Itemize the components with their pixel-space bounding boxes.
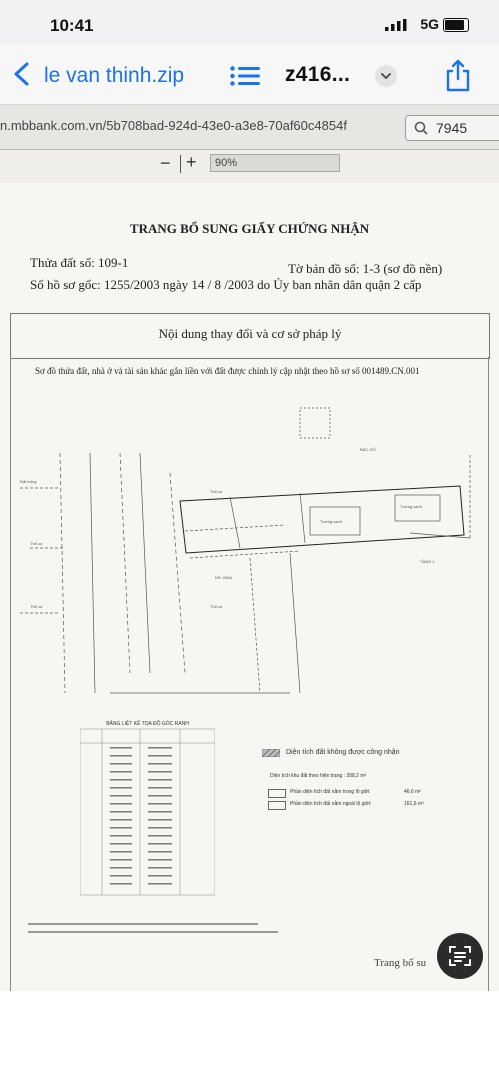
- chevron-left-icon[interactable]: [12, 62, 34, 86]
- svg-text:BẮC GỖ: BẮC GỖ: [360, 447, 376, 452]
- minus-icon: −: [160, 153, 171, 173]
- document-title: z416...: [285, 63, 351, 86]
- search-box: [405, 115, 499, 141]
- footnote-line: [28, 923, 258, 925]
- url-text: n.mbbank.com.vn/5b708bad-924d-43e0-a3e8-70af60c4854f: [0, 118, 347, 133]
- list-icon[interactable]: [230, 66, 260, 86]
- change-section: [10, 313, 490, 359]
- coordinate-table: [80, 721, 215, 901]
- hatched-swatch: [262, 749, 280, 757]
- svg-text:TẦNG 1: TẦNG 1: [420, 559, 435, 564]
- search-value: 7945: [436, 120, 468, 136]
- page-footer: Trang bổ su: [374, 957, 427, 969]
- footnote-line: [28, 931, 278, 933]
- zoom-value: 90%: [210, 154, 340, 172]
- site-plan-diagram: [0, 373, 499, 703]
- zoom-bar: [150, 153, 340, 175]
- title-menu-button[interactable]: [375, 65, 397, 87]
- back-button[interactable]: le van thinh.zip: [44, 64, 185, 87]
- diagram-caption: Sơ đồ thửa đất, nhà ở và tài sản khác gắn liền với đất được chỉnh lý cập nhật theo hồ sơ số 001489.CN.001: [35, 366, 420, 376]
- signal-icon: [385, 19, 407, 31]
- original-file-number: Số hồ sơ gốc: 1255/2003 ngày 14 / 8 /2003 do Ủy ban nhân dân quận 2 cấp: [30, 277, 422, 292]
- search-icon: [414, 121, 428, 135]
- outside-swatch: [268, 801, 286, 810]
- coordinate-table-grid: [80, 727, 215, 897]
- nav-bar: [0, 44, 499, 105]
- status-bar: [0, 0, 499, 44]
- change-section-title: Nội dung thay đổi và cơ sở pháp lý: [158, 326, 342, 341]
- certificate-title: TRANG BỔ SUNG GIẤY CHỨNG NHẬN: [129, 221, 370, 236]
- svg-text:Tường cạnh: Tường cạnh: [400, 504, 422, 509]
- legend-outside-value: 161,6 m²: [404, 801, 424, 807]
- inside-swatch: [268, 789, 286, 798]
- legend-inside: Phần diện tích đất nằm trong lộ giới:: [290, 789, 371, 795]
- live-text-button[interactable]: [437, 933, 483, 979]
- share-icon[interactable]: [444, 58, 472, 92]
- browser-bar: [0, 105, 499, 150]
- text-scan-icon: [448, 944, 472, 968]
- network-label: 5G: [420, 16, 439, 32]
- legend-hatched: Diện tích đất không được công nhận: [286, 749, 400, 756]
- legend-area: Diện tích khu đất theo hiện trạng : 208,2 m²: [270, 773, 367, 779]
- battery-icon: [443, 18, 469, 32]
- parcel-number: Thửa đất số: 109-1: [30, 255, 129, 270]
- plus-icon: +: [186, 152, 197, 172]
- certificate-page: [0, 183, 499, 991]
- svg-text:Đất trống: Đất trống: [20, 479, 37, 484]
- table-title: BẢNG LIỆT KÊ TỌA ĐỘ GÓC RANH: [106, 721, 189, 727]
- legend-inside-value: 46,6 m²: [404, 789, 421, 795]
- map-sheet-number: Tờ bản đồ số: 1-3 (sơ đồ nền): [288, 261, 443, 276]
- svg-text:Thổ cư: Thổ cư: [30, 604, 43, 609]
- svg-text:Tường cạnh: Tường cạnh: [320, 519, 342, 524]
- svg-text:Thổ cư: Thổ cư: [210, 604, 223, 609]
- svg-text:Thổ cư: Thổ cư: [210, 489, 223, 494]
- separator: [180, 155, 181, 173]
- status-time: 10:41: [50, 16, 94, 35]
- legend-outside: Phần diện tích đất nằm ngoài lộ giới:: [290, 801, 372, 807]
- bottom-area: [0, 991, 499, 1080]
- svg-text:NS: 265A: NS: 265A: [215, 575, 233, 580]
- svg-text:Thổ cư: Thổ cư: [30, 541, 43, 546]
- document-image: [0, 105, 499, 991]
- chevron-down-icon: [375, 65, 397, 87]
